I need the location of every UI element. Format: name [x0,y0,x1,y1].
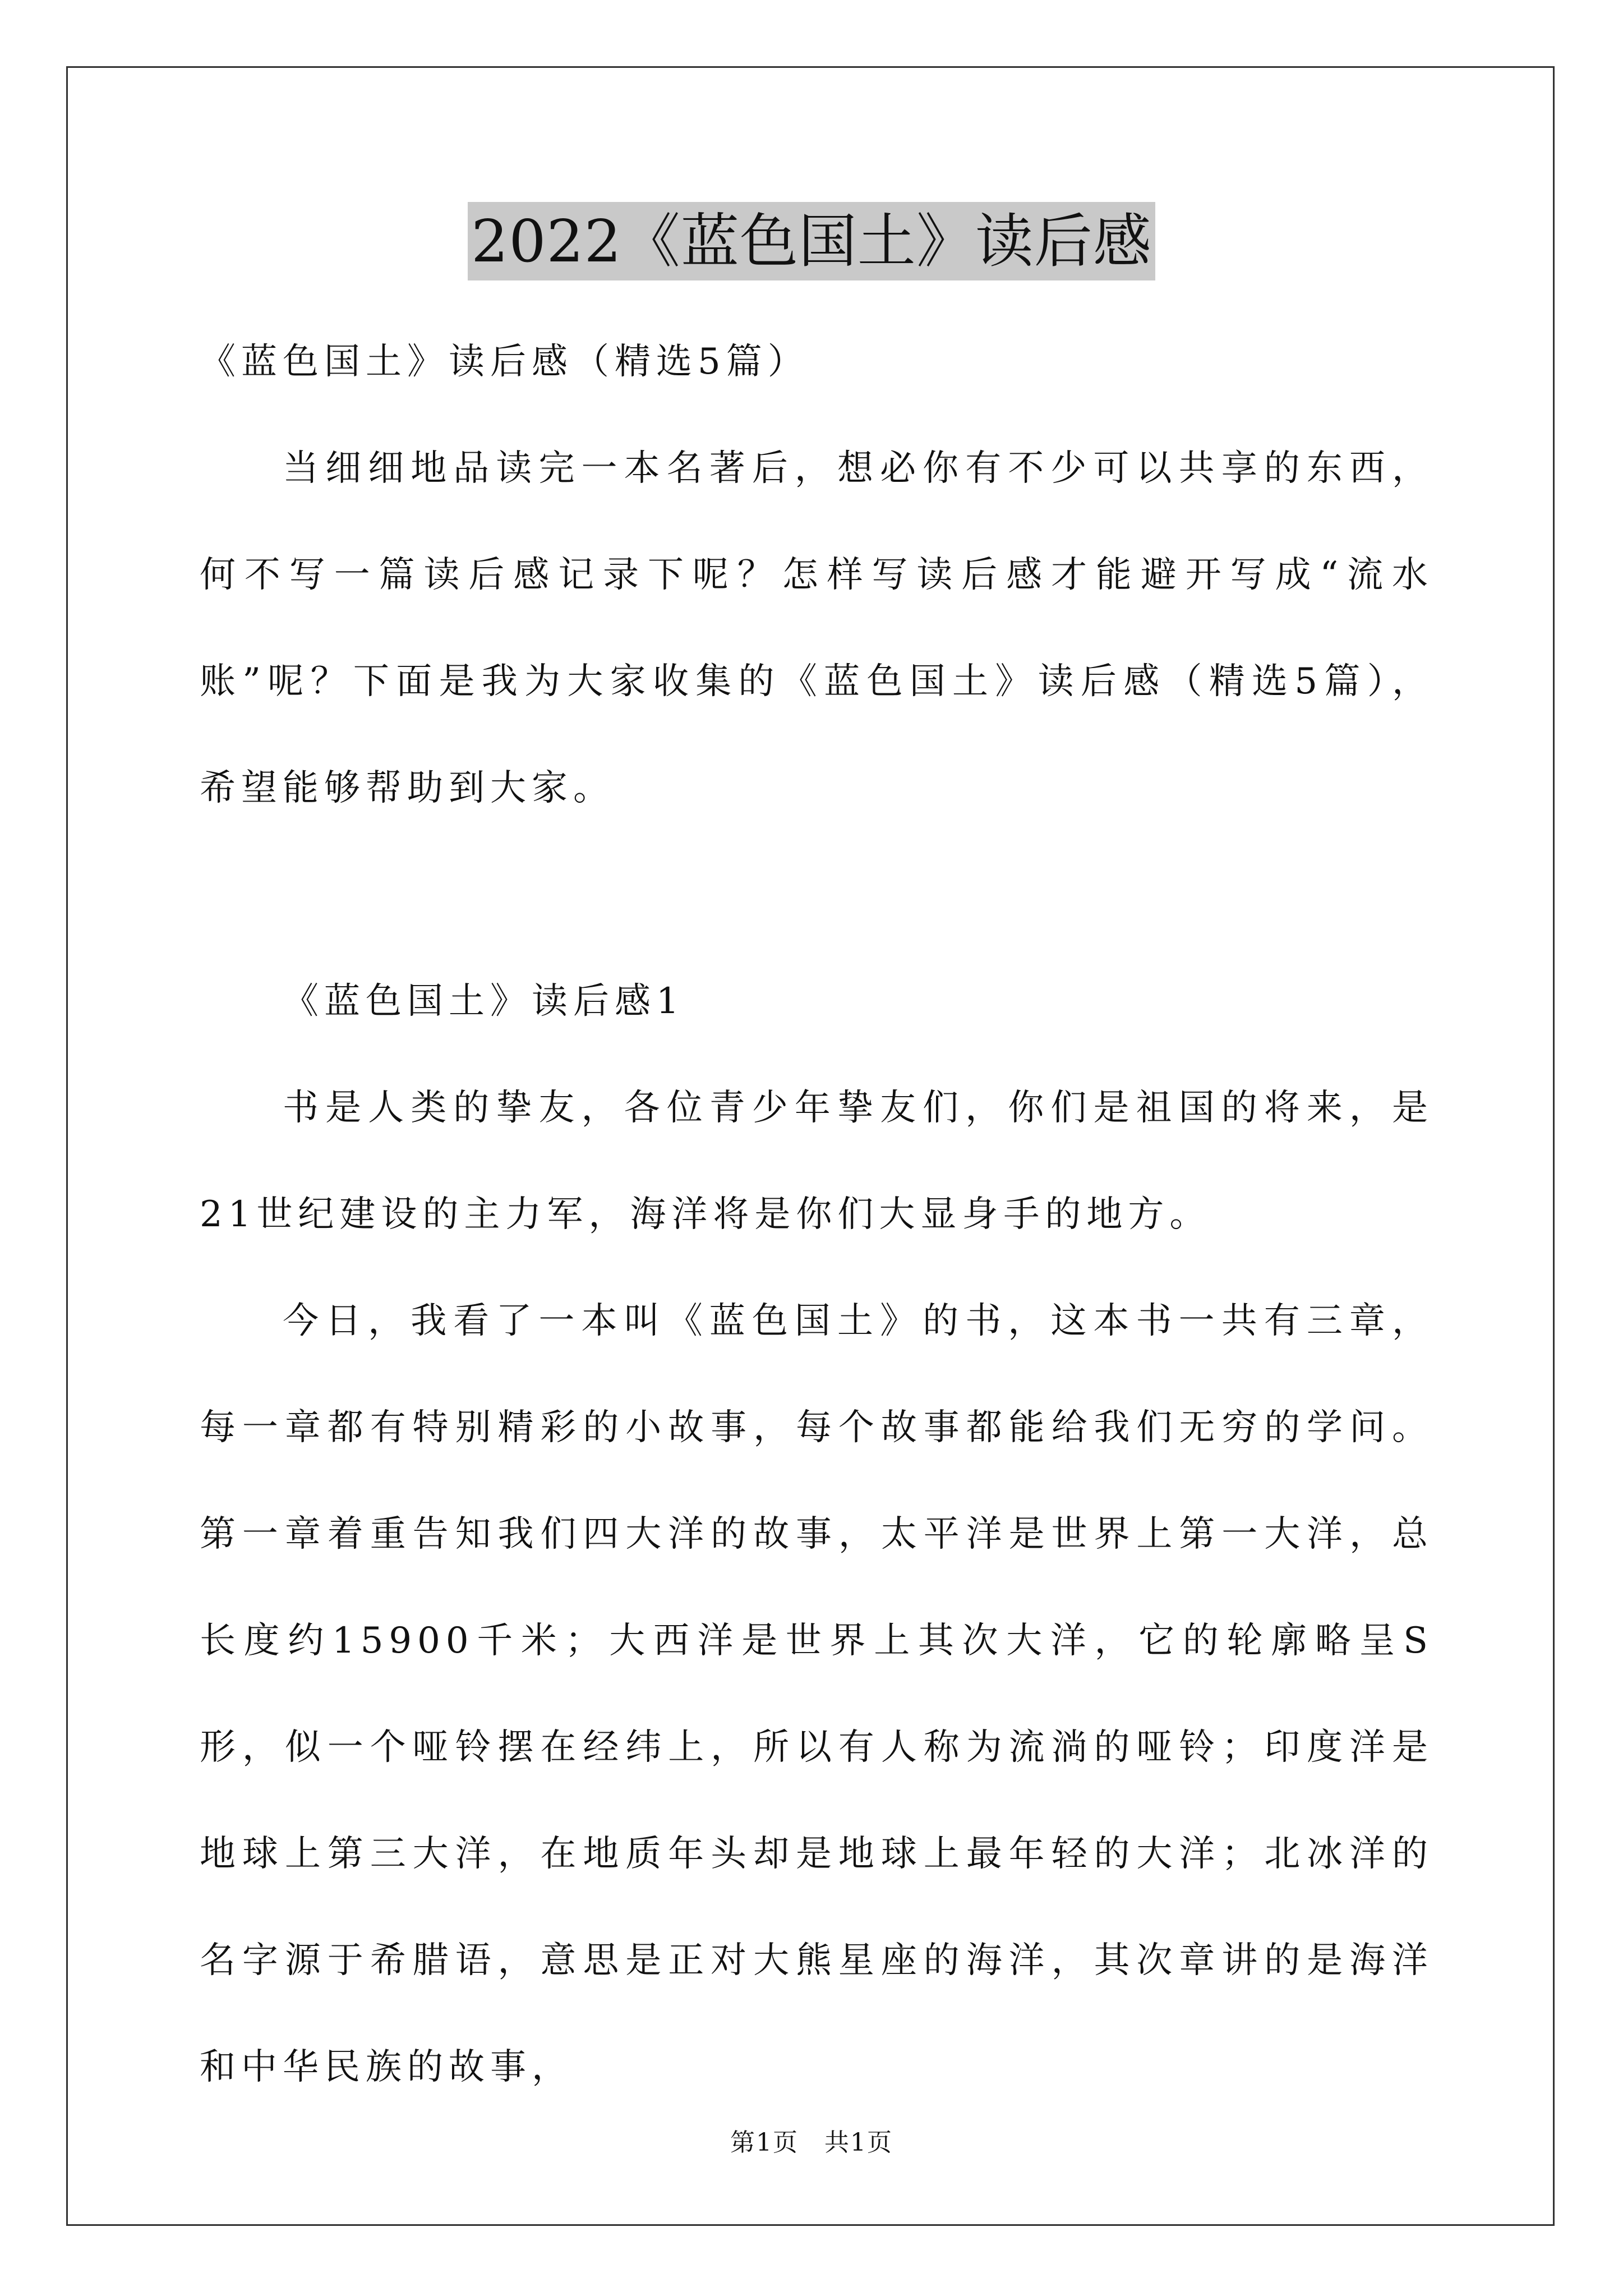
document-body [200,309,1433,2120]
document-title: 2022《蓝色国土》读后感 [468,202,1155,280]
document-subtitle: 《蓝色国土》读后感（精选5篇） [200,341,809,383]
section-heading: 《蓝色国土》读后感1 [283,981,685,1022]
intro-paragraph: 当细细地品读完一本名著后，想必你有不少可以共享的东西，何不写一篇读后感记录下呢？怎样写读后感才能避开写成“流水账”呢？下面是我为大家收集的《蓝色国土》读后感（精选5篇），希望能够帮助到大家。 [200,448,1433,809]
page-footer: 第1页 共1页 [730,2128,893,2157]
title-wrapper [0,202,1623,280]
body-paragraph: 今日，我看了一本叫《蓝色国土》的书，这本书一共有三章，每一章都有特别精彩的小故事，每个故事都能给我们无穷的学问。第一章着重告知我们四大洋的故事，太平洋是世界上第一大洋，总长度约15900千米；大西洋是世界上其次大洋，它的轮廓略呈S形，似一个哑铃摆在经纬上，所以有人称为流淌的哑铃；印度洋是地球上第三大洋，在地质年头却是地球上最年轻的大洋；北冰洋的名字源于希腊语，意思是正对大熊星座的海洋，其次章讲的是海洋和中华民族的故事， [200,1300,1433,2088]
section-spacer [200,841,1433,948]
body-paragraph: 书是人类的挚友，各位青少年挚友们，你们是祖国的将来，是21世纪建设的主力军，海洋将是你们大显身手的地方。 [200,1087,1433,1235]
